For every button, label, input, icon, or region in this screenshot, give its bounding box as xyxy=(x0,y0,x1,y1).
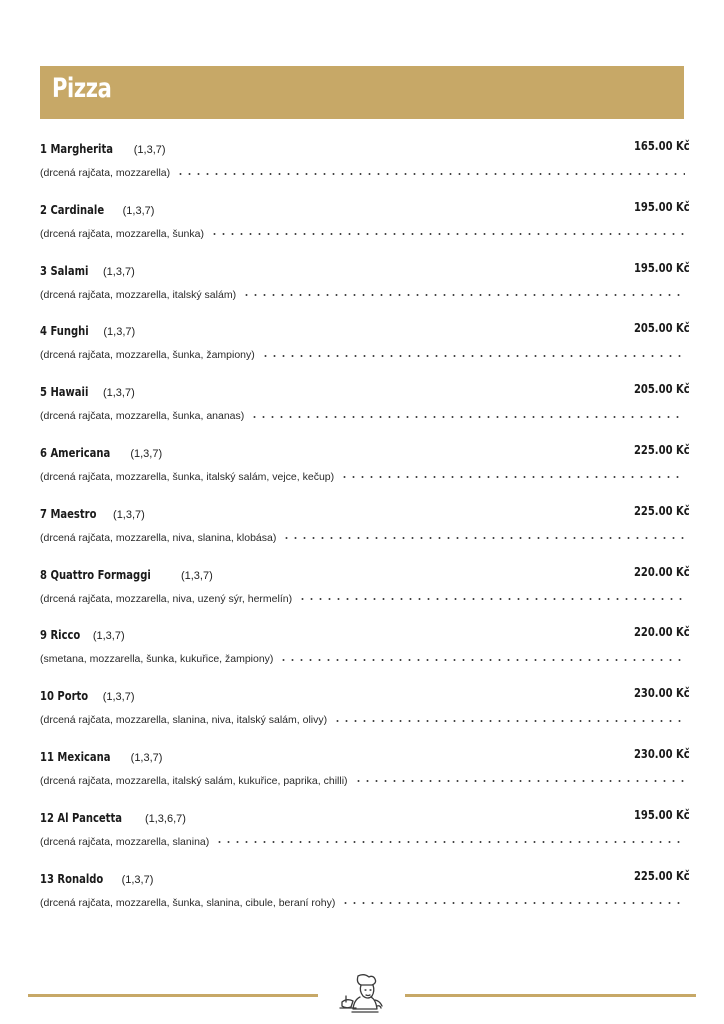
menu-item xyxy=(40,138,690,199)
item-name: 1 Margherita xyxy=(40,141,114,156)
item-name: 5 Hawaii xyxy=(40,384,89,400)
item-allergens: (1,3,7) xyxy=(130,751,163,764)
item-name: 9 Ricco xyxy=(40,627,81,643)
item-allergens: (1,3,6,7) xyxy=(144,812,186,825)
chef-illustration-icon xyxy=(336,972,388,1016)
item-description: (drcená rajčata, mozzarella, šunka, ananas) xyxy=(40,410,245,423)
item-name: 3 Salami xyxy=(40,262,89,278)
item-name: 12 Al Pancetta xyxy=(40,809,122,825)
item-description: (drcená rajčata, mozzarella, šunka, slanina, cibule, beraní rohy) xyxy=(40,896,336,909)
item-price: 225.00 Kč xyxy=(634,441,690,457)
menu-item xyxy=(40,868,690,929)
item-allergens: (1,3,7) xyxy=(92,630,125,643)
item-allergens: (1,3,7) xyxy=(133,144,166,156)
item-name: 4 Funghi xyxy=(40,323,89,339)
item-name: 11 Mexicana xyxy=(40,748,111,764)
dot-leader xyxy=(176,173,685,175)
dot-leader xyxy=(298,598,685,600)
menu-item xyxy=(40,503,690,564)
item-allergens: (1,3,7) xyxy=(130,447,163,460)
item-price: 225.00 Kč xyxy=(634,867,690,883)
footer-divider-left xyxy=(28,994,318,997)
item-price: 230.00 Kč xyxy=(634,685,690,701)
item-description: (drcená rajčata, mozzarella, italský salám) xyxy=(40,288,237,301)
item-price: 195.00 Kč xyxy=(634,259,690,275)
item-price: 230.00 Kč xyxy=(634,745,690,761)
item-description: (drcená rajčata, mozzarella, italský salám, kukuřice, paprika, chilli) xyxy=(40,774,348,787)
section-header-banner xyxy=(40,66,684,119)
footer-divider-right xyxy=(405,994,696,997)
menu-item xyxy=(40,320,690,381)
item-name: 13 Ronaldo xyxy=(40,870,104,886)
item-name: 10 Porto xyxy=(40,688,89,704)
menu-list xyxy=(40,138,690,928)
item-name: 2 Cardinale xyxy=(40,201,105,217)
menu-item xyxy=(40,442,690,503)
item-description: (drcená rajčata, mozzarella, šunka, žampiony) xyxy=(40,349,255,362)
menu-item xyxy=(40,381,690,442)
item-description: (drcená rajčata, mozzarella, šunka, italský salám, vejce, kečup) xyxy=(40,470,335,483)
item-price: 165.00 Kč xyxy=(634,138,690,153)
menu-item xyxy=(40,624,690,685)
menu-item xyxy=(40,564,690,625)
dot-leader xyxy=(210,233,685,235)
item-name: 6 Americana xyxy=(40,444,111,460)
dot-leader xyxy=(215,841,685,843)
item-price: 220.00 Kč xyxy=(634,624,690,640)
item-price: 205.00 Kč xyxy=(634,320,690,336)
menu-item xyxy=(40,260,690,321)
dot-leader xyxy=(250,416,685,418)
dot-leader xyxy=(279,659,685,661)
item-allergens: (1,3,7) xyxy=(102,691,135,704)
item-allergens: (1,3,7) xyxy=(102,265,135,278)
item-description: (smetana, mozzarella, šunka, kukuřice, žampiony) xyxy=(40,653,274,666)
menu-item xyxy=(40,685,690,746)
item-description: (drcená rajčata, mozzarella) xyxy=(40,167,171,179)
item-description: (drcená rajčata, mozzarella, niva, slanina, klobása) xyxy=(40,531,277,544)
dot-leader xyxy=(242,294,685,296)
item-allergens: (1,3,7) xyxy=(122,204,155,217)
item-allergens: (1,3,7) xyxy=(113,508,145,521)
item-description: (drcená rajčata, mozzarella, šunka) xyxy=(40,227,204,240)
item-name: 7 Maestro xyxy=(40,505,97,521)
dot-leader xyxy=(341,902,685,904)
item-description: (drcená rajčata, mozzarella, slanina, niva, italský salám, olivy) xyxy=(40,714,328,727)
dot-leader xyxy=(354,780,685,782)
menu-item xyxy=(40,199,690,260)
item-allergens: (1,3,7) xyxy=(103,326,136,339)
menu-item xyxy=(40,746,690,807)
item-name: 8 Quattro Formaggi xyxy=(40,566,151,582)
menu-item xyxy=(40,807,690,868)
section-title: Pizza xyxy=(52,73,112,104)
item-allergens: (1,3,7) xyxy=(102,387,135,400)
item-description: (drcená rajčata, mozzarella, niva, uzený sýr, hermelín) xyxy=(40,592,293,605)
item-allergens: (1,3,7) xyxy=(180,569,213,582)
item-price: 195.00 Kč xyxy=(634,198,690,214)
dot-leader xyxy=(340,476,685,478)
item-price: 195.00 Kč xyxy=(634,806,690,822)
dot-leader xyxy=(333,720,685,722)
item-price: 220.00 Kč xyxy=(634,563,690,579)
dot-leader xyxy=(261,355,685,357)
item-price: 205.00 Kč xyxy=(634,381,690,397)
item-price: 225.00 Kč xyxy=(634,502,690,518)
item-description: (drcená rajčata, mozzarella, slanina) xyxy=(40,835,210,848)
item-allergens: (1,3,7) xyxy=(121,873,154,886)
dot-leader xyxy=(282,537,685,539)
